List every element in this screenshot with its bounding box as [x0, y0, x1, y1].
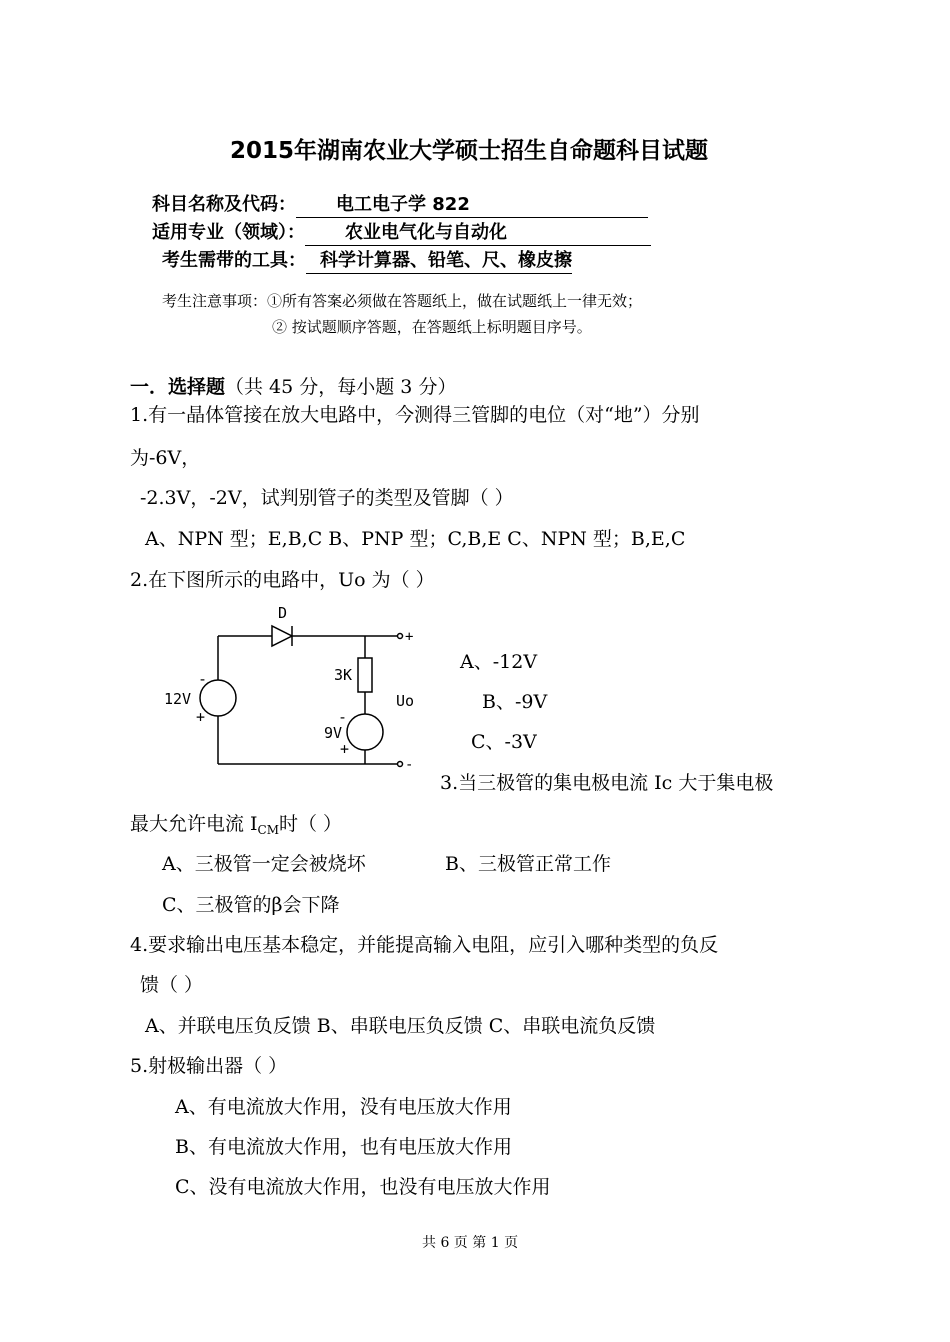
q3-line-2-pre: 最大允许电流 I: [130, 813, 258, 835]
q3-line-2-post: 时（ ）: [279, 813, 343, 835]
subject-label: 科目名称及代码：: [152, 194, 296, 215]
q5-stem: 5.射极输出器（ ）: [130, 1055, 288, 1077]
output-minus: -: [405, 757, 414, 773]
subject-value: 电工电子学 822: [296, 190, 648, 218]
q4-line-1: 4.要求输出电压基本稳定，并能提高输入电阻，应引入哪种类型的负反: [130, 934, 719, 956]
tools-value: 科学计算器、铅笔、尺、橡皮擦: [306, 246, 572, 274]
q3-option-c: C、三极管的β会下降: [162, 894, 340, 916]
tools-row: [162, 246, 572, 274]
source1-label: 12V: [164, 690, 192, 708]
q4-line-2: 馈（ ）: [140, 974, 204, 996]
output-label: Uo: [396, 692, 415, 710]
diode-label: D: [278, 604, 288, 622]
q5-option-a: A、有电流放大作用，没有电压放大作用: [175, 1096, 512, 1118]
page-title: 2015年湖南农业大学硕士招生自命题科目试题: [230, 138, 709, 164]
resistor-label: 3K: [334, 666, 353, 684]
source2-plus: +: [340, 740, 350, 758]
output-plus: +: [405, 629, 414, 645]
source2-minus: -: [338, 708, 348, 726]
q2-stem: 2.在下图所示的电路中，Uo 为（ ）: [130, 569, 435, 591]
q3-option-b: B、三极管正常工作: [445, 853, 611, 875]
source2-label: 9V: [324, 724, 343, 742]
q3-line-1: 3.当三极管的集电极电流 Ic 大于集电极: [440, 772, 774, 794]
tools-label: 考生需带的工具：: [162, 250, 306, 271]
source1-plus: +: [196, 708, 206, 726]
q1-options: A、NPN 型；E,B,C B、PNP 型；C,B,E C、NPN 型；B,E,C: [145, 528, 686, 550]
notice-line-2: ② 按试题顺序答题，在答题纸上标明题目序号。: [272, 318, 592, 336]
major-label: 适用专业（领域）：: [152, 222, 305, 243]
q2-option-a: A、-12V: [460, 651, 538, 673]
q5-option-c: C、没有电流放大作用，也没有电压放大作用: [175, 1176, 551, 1198]
circuit-diagram: [160, 598, 430, 778]
section-heading: [130, 372, 456, 399]
q2-option-c: C、-3V: [471, 731, 537, 753]
q2-option-b: B、-9V: [482, 691, 548, 713]
section-heading-rest: （共 45 分，每小题 3 分）: [225, 376, 457, 398]
q3-option-a: A、三极管一定会被烧坏: [162, 853, 366, 875]
q1-line-2: 为-6V，: [130, 447, 201, 469]
q5-option-b: B、有电流放大作用，也有电压放大作用: [175, 1136, 512, 1158]
page-footer: 共 6 页 第 1 页: [422, 1235, 519, 1251]
q4-options: A、并联电压负反馈 B、串联电压负反馈 C、串联电流负反馈: [145, 1015, 656, 1037]
major-row: [152, 218, 651, 246]
source1-minus: -: [198, 670, 208, 688]
notice-line-1: 考生注意事项：①所有答案必须做在答题纸上，做在试题纸上一律无效；: [162, 292, 643, 310]
q1-line-1: 1.有一晶体管接在放大电路中，今测得三管脚的电位（对“地”）分别: [130, 404, 700, 426]
q3-line-2: [130, 809, 342, 837]
major-value: 农业电气化与自动化: [305, 218, 651, 246]
q1-line-3: -2.3V，-2V，试判别管子的类型及管脚（ ）: [140, 487, 514, 509]
subject-row: [152, 190, 648, 218]
q3-line-2-sub: CM: [257, 823, 280, 837]
section-heading-bold: 一．选择题: [130, 376, 226, 398]
